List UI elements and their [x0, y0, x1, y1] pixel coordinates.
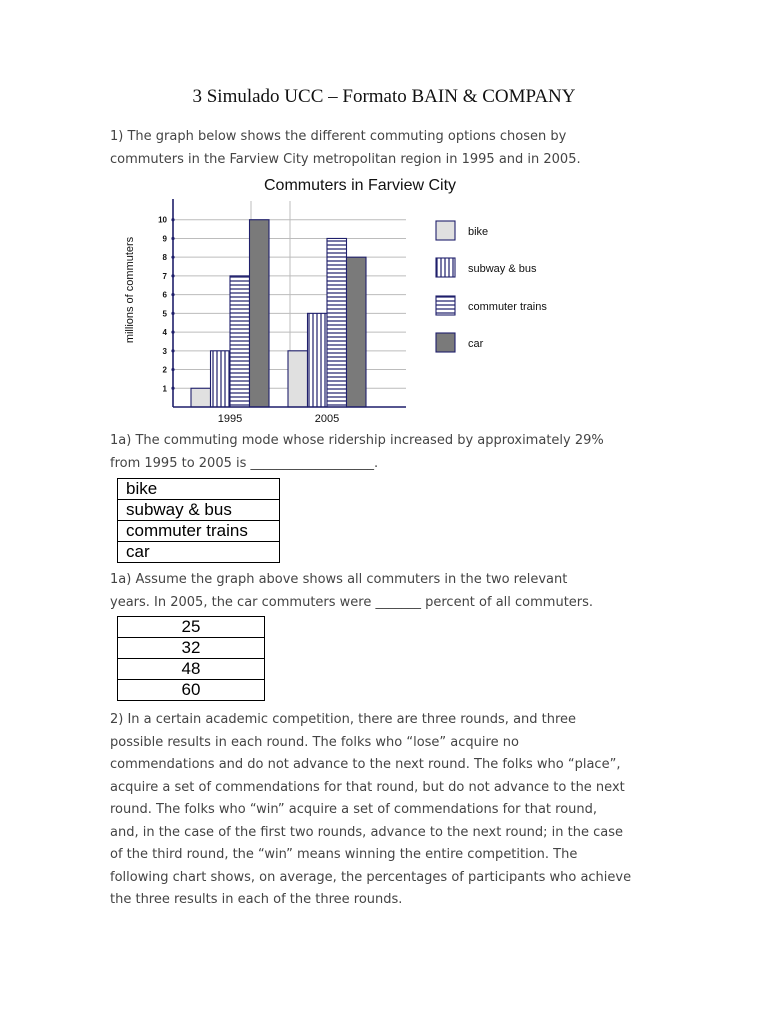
- y-tick-label: 9: [162, 234, 167, 244]
- answer-options-1a: [117, 478, 280, 563]
- answer-option[interactable]: car: [118, 542, 280, 563]
- bar-commuter-trains: [327, 238, 347, 407]
- bar-commuter-trains: [230, 276, 250, 407]
- answer-option[interactable]: 48: [118, 659, 265, 680]
- y-axis-label: millions of commuters: [124, 236, 136, 344]
- legend-label: commuter trains: [468, 301, 547, 313]
- legend: [436, 221, 547, 352]
- question-1b: [110, 569, 670, 614]
- text-line: 1a) The commuting mode whose ridership increased by approximately 29%: [110, 433, 604, 448]
- legend-label: subway & bus: [468, 263, 537, 275]
- text-line: commuters in the Farview City metropolitan region in 1995 and in 2005.: [110, 151, 581, 167]
- y-tick-label: 8: [162, 253, 167, 263]
- bar-car: [250, 220, 270, 407]
- y-tick-label: 10: [158, 215, 167, 225]
- y-tick-label: 4: [162, 328, 167, 338]
- answer-option[interactable]: bike: [118, 479, 280, 500]
- bar-bike: [288, 351, 308, 407]
- answer-option[interactable]: 25: [118, 617, 265, 638]
- commuters-bar-chart: [108, 168, 578, 430]
- question-1-intro: [110, 126, 670, 171]
- legend-swatch: [436, 333, 455, 352]
- bar-bike: [191, 388, 211, 407]
- y-tick-label: 3: [162, 346, 167, 356]
- text-line: possible results in each round. The folks who “lose” acquire no: [110, 734, 519, 750]
- x-tick-label: 2005: [314, 413, 340, 425]
- text-line: following chart shows, on average, the percentages of participants who achieve: [110, 869, 632, 885]
- document-title: 3 Simulado UCC – Formato BAIN & COMPANY: [192, 86, 576, 107]
- text-line: of the third round, the “win” means winning the entire competition. The: [110, 847, 578, 862]
- y-tick-label: 5: [162, 309, 167, 319]
- chart-title: Commuters in Farview City: [263, 177, 457, 194]
- legend-label: car: [468, 338, 484, 350]
- bar-car: [347, 257, 367, 407]
- text-line: the three results in each of the three rounds.: [110, 892, 403, 907]
- text-line: and, in the case of the first two rounds, advance to the next round; in the case: [110, 824, 624, 840]
- y-tick-label: 2: [162, 365, 167, 375]
- y-tick-label: 1: [162, 384, 167, 394]
- text-line: acquire a set of commendations for that round, but do not advance to the next: [110, 779, 625, 795]
- text-line: 1) The graph below shows the different commuting options chosen by: [110, 129, 567, 144]
- question-1a: [110, 430, 670, 475]
- answer-option[interactable]: 32: [118, 638, 265, 659]
- text-line: 1a) Assume the graph above shows all commuters in the two relevant: [110, 572, 568, 587]
- answer-option[interactable]: subway & bus: [118, 500, 280, 521]
- text-line: round. The folks who “win” acquire a set of commendations for that round,: [110, 802, 598, 817]
- answer-option[interactable]: 60: [118, 680, 265, 701]
- question-2: [110, 709, 670, 912]
- legend-swatch: [436, 258, 455, 277]
- legend-swatch: [436, 221, 455, 240]
- text-line: commendations and do not advance to the next round. The folks who “place”,: [110, 757, 621, 772]
- bar-subway-bus: [211, 351, 231, 407]
- bar-subway-bus: [308, 313, 328, 407]
- y-tick-label: 6: [162, 290, 167, 300]
- y-tick-label: 7: [162, 271, 167, 281]
- text-line: from 1995 to 2005 is ___________________.: [110, 455, 379, 471]
- answer-option[interactable]: commuter trains: [118, 521, 280, 542]
- text-line: 2) In a certain academic competition, there are three rounds, and three: [110, 712, 577, 727]
- legend-swatch: [436, 296, 455, 315]
- x-tick-label: 1995: [217, 413, 243, 425]
- legend-label: bike: [468, 226, 489, 238]
- answer-options-1b: [117, 616, 265, 701]
- text-line: years. In 2005, the car commuters were _______ percent of all commuters.: [110, 594, 594, 610]
